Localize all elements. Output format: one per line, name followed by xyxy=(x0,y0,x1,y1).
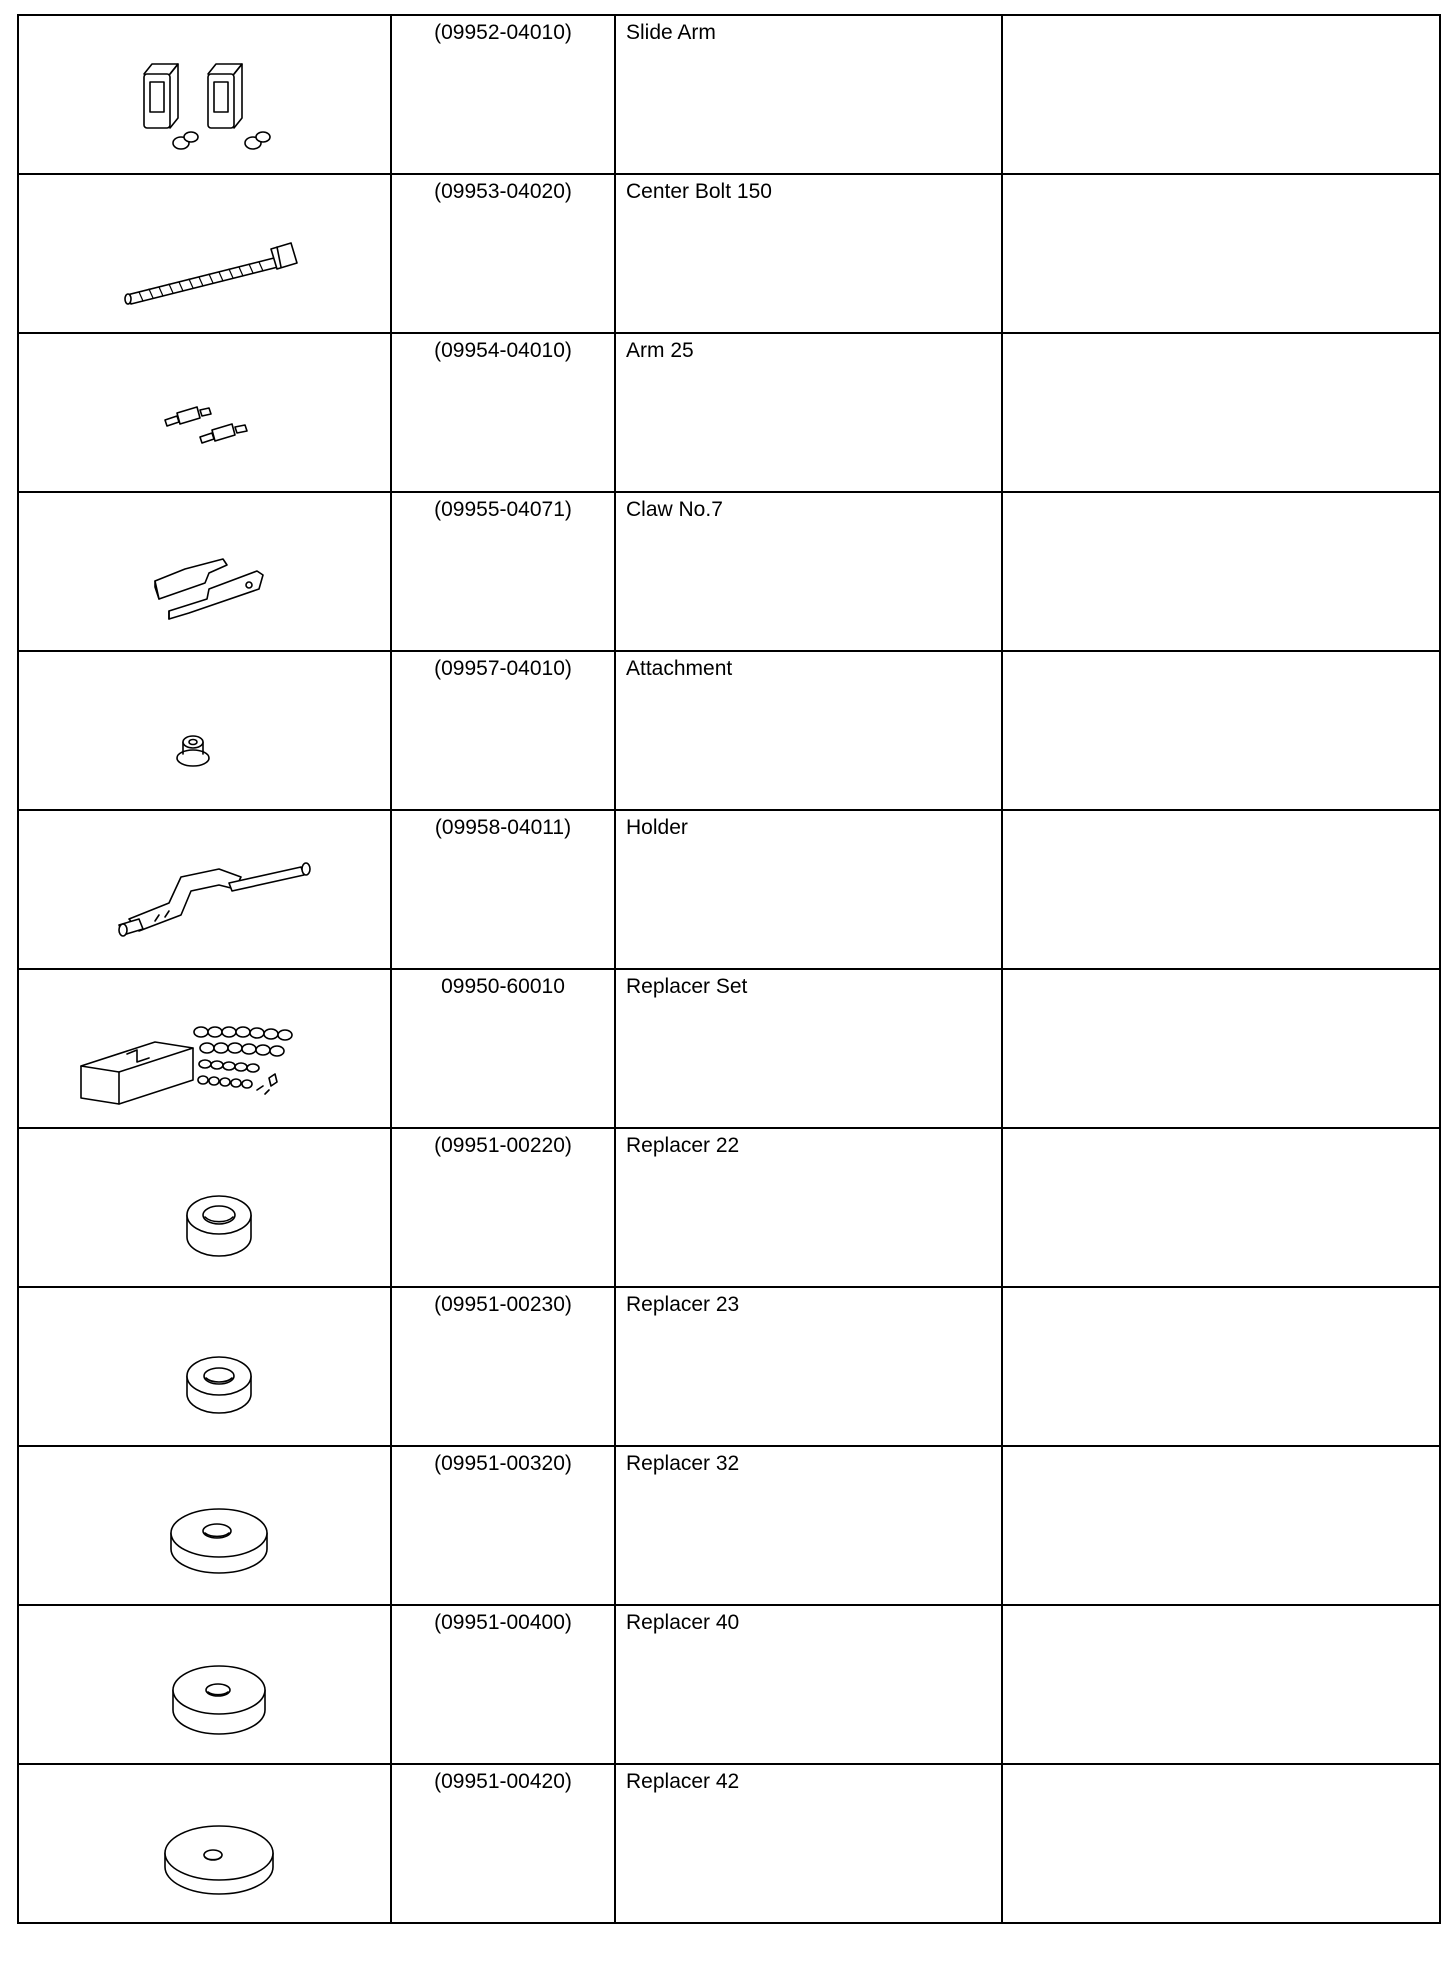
part-number: 09950-60010 xyxy=(441,975,565,998)
part-number: (09951-00220) xyxy=(434,1134,572,1157)
table-row xyxy=(18,969,1440,1128)
table-row xyxy=(18,174,1440,333)
tool-name: Claw No.7 xyxy=(626,498,723,521)
center-bolt-icon xyxy=(19,175,390,332)
replacer-icon xyxy=(19,1288,390,1445)
remark-cell xyxy=(1002,333,1440,492)
table-row xyxy=(18,651,1440,810)
tool-illustration-cell xyxy=(18,15,391,174)
part-number: (09955-04071) xyxy=(434,498,572,521)
tool-illustration-cell xyxy=(18,969,391,1128)
tool-illustration-cell xyxy=(18,174,391,333)
tool-name: Replacer 22 xyxy=(626,1134,740,1157)
holder-icon xyxy=(19,811,390,968)
claw-icon xyxy=(19,493,390,650)
part-number: (09951-00230) xyxy=(434,1293,572,1316)
tool-name: Arm 25 xyxy=(626,339,694,362)
table-row xyxy=(18,810,1440,969)
tool-illustration-cell xyxy=(18,1764,391,1923)
table-row xyxy=(18,1128,1440,1287)
replacer-set-icon xyxy=(19,970,390,1127)
remark-cell xyxy=(1002,492,1440,651)
replacer-icon xyxy=(19,1447,390,1604)
arm-icon xyxy=(19,334,390,491)
tool-illustration-cell xyxy=(18,651,391,810)
part-number: (09951-00320) xyxy=(434,1452,572,1475)
tool-name: Slide Arm xyxy=(626,21,716,44)
remark-cell xyxy=(1002,1128,1440,1287)
table-row xyxy=(18,1446,1440,1605)
part-number: (09954-04010) xyxy=(434,339,572,362)
remark-cell xyxy=(1002,1446,1440,1605)
replacer-icon xyxy=(19,1765,390,1922)
tool-name: Replacer Set xyxy=(626,975,748,998)
table-row xyxy=(18,333,1440,492)
tool-name: Attachment xyxy=(626,657,733,680)
table-row xyxy=(18,1287,1440,1446)
part-number: (09952-04010) xyxy=(434,21,572,44)
tool-name: Replacer 40 xyxy=(626,1611,740,1634)
slide-arm-icon xyxy=(19,16,390,173)
table-row xyxy=(18,1764,1440,1923)
replacer-icon xyxy=(19,1129,390,1286)
remark-cell xyxy=(1002,651,1440,810)
special-tool-table xyxy=(17,14,1441,1924)
part-number: (09951-00420) xyxy=(434,1770,572,1793)
tool-name: Replacer 32 xyxy=(626,1452,740,1475)
tool-name: Holder xyxy=(626,816,688,839)
tool-name: Replacer 42 xyxy=(626,1770,740,1793)
part-number: (09958-04011) xyxy=(434,816,572,839)
tool-illustration-cell xyxy=(18,333,391,492)
table-row xyxy=(18,1605,1440,1764)
remark-cell xyxy=(1002,15,1440,174)
table-row xyxy=(18,15,1440,174)
tool-illustration-cell xyxy=(18,1446,391,1605)
remark-cell xyxy=(1002,969,1440,1128)
remark-cell xyxy=(1002,1287,1440,1446)
tool-illustration-cell xyxy=(18,492,391,651)
remark-cell xyxy=(1002,810,1440,969)
remark-cell xyxy=(1002,174,1440,333)
remark-cell xyxy=(1002,1764,1440,1923)
table-row xyxy=(18,492,1440,651)
tool-name: Replacer 23 xyxy=(626,1293,740,1316)
remark-cell xyxy=(1002,1605,1440,1764)
part-number: (09951-00400) xyxy=(434,1611,572,1634)
tool-name: Center Bolt 150 xyxy=(626,180,772,203)
tool-illustration-cell xyxy=(18,1605,391,1764)
part-number: (09957-04010) xyxy=(434,657,572,680)
replacer-icon xyxy=(19,1606,390,1763)
tool-illustration-cell xyxy=(18,810,391,969)
part-number: (09953-04020) xyxy=(434,180,572,203)
tool-illustration-cell xyxy=(18,1287,391,1446)
attachment-icon xyxy=(19,652,390,809)
tool-illustration-cell xyxy=(18,1128,391,1287)
